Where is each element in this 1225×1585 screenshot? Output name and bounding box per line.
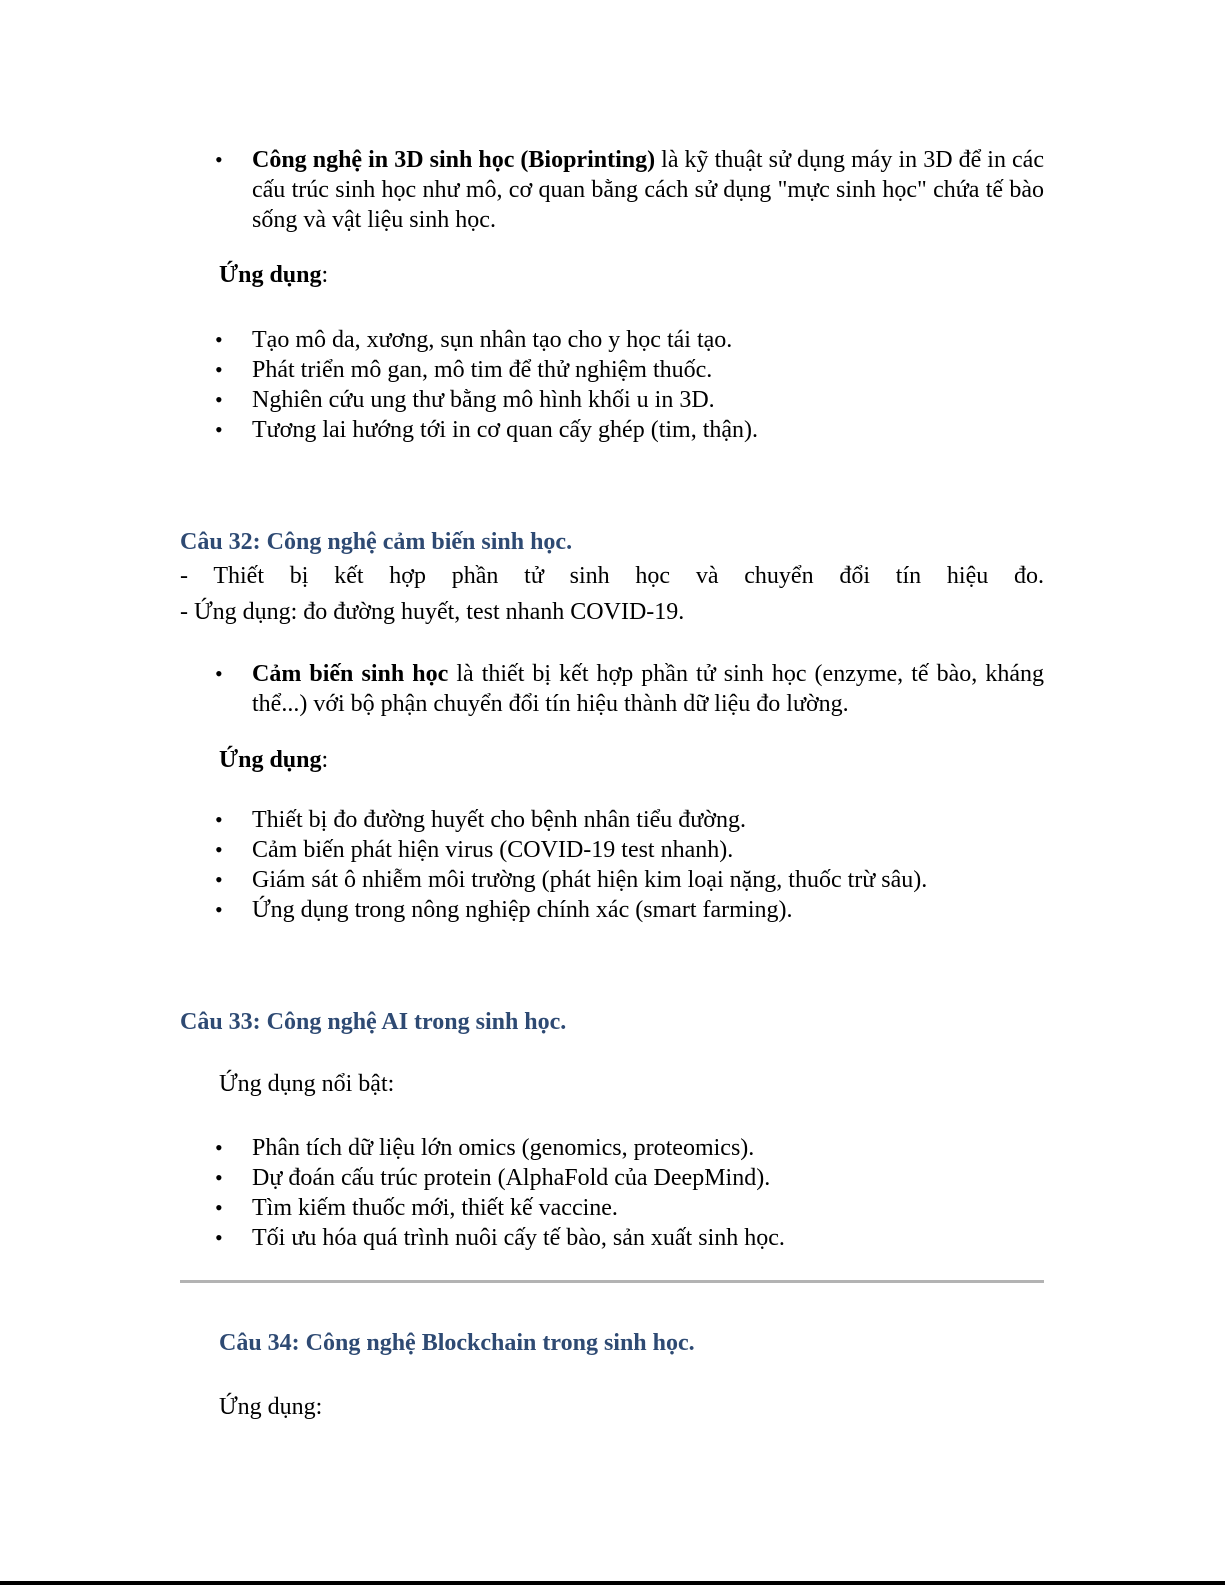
bioprinting-definition bbox=[180, 145, 1044, 235]
list-item: • Thiết bị đo đường huyết cho bệnh nhân tiểu đường. bbox=[180, 805, 1044, 835]
q34-title: Câu 34: Công nghệ Blockchain trong sinh học. bbox=[219, 1330, 695, 1356]
bioprinting-applications-list bbox=[180, 325, 1044, 445]
q32-term: Cảm biến sinh học bbox=[252, 661, 449, 687]
q34-applications-heading: Ứng dụng: bbox=[219, 1394, 323, 1420]
q33-title: Câu 33: Công nghệ AI trong sinh học. bbox=[180, 1009, 567, 1035]
colon: : bbox=[321, 747, 329, 773]
bioprinting-definition-text: là kỹ thuật sử dụng máy in 3D để in các cấu trúc sinh học như mô, cơ quan bằng cách sử dụng "mực sinh học" chứa tế bào sống và vật liệu sinh học. bbox=[252, 147, 1044, 233]
list-item: • Dự đoán cấu trúc protein (AlphaFold của DeepMind). bbox=[180, 1163, 1044, 1193]
list-item: • Ứng dụng trong nông nghiệp chính xác (smart farming). bbox=[180, 895, 1044, 925]
list-item: • Tương lai hướng tới in cơ quan cấy ghép (tim, thận). bbox=[180, 415, 1044, 445]
q32-line2: - Ứng dụng: đo đường huyết, test nhanh COVID-19. bbox=[180, 599, 685, 625]
q32-definition-text: là thiết bị kết hợp phần tử sinh học (enzyme, tế bào, kháng thể...) với bộ phận chuyển đổi tín hiệu thành dữ liệu đo lường. bbox=[252, 661, 1044, 717]
q33-applications-list bbox=[180, 1133, 1044, 1253]
list-item: • Tạo mô da, xương, sụn nhân tạo cho y học tái tạo. bbox=[180, 325, 1044, 355]
q33-applications-heading: Ứng dụng nổi bật: bbox=[219, 1071, 395, 1097]
colon: : bbox=[321, 262, 329, 288]
list-item: • Tìm kiếm thuốc mới, thiết kế vaccine. bbox=[180, 1193, 1044, 1223]
q32-definition bbox=[180, 659, 1044, 719]
list-item: • Cảm biến phát hiện virus (COVID-19 test nhanh). bbox=[180, 835, 1044, 865]
list-item: • Phát triển mô gan, mô tim để thử nghiệm thuốc. bbox=[180, 355, 1044, 385]
list-item: • Tối ưu hóa quá trình nuôi cấy tế bào, sản xuất sinh học. bbox=[180, 1223, 1044, 1253]
bioprinting-definition-list bbox=[180, 145, 1044, 235]
q32-title: Câu 32: Công nghệ cảm biến sinh học. bbox=[180, 529, 573, 555]
q32-line1: - Thiết bị kết hợp phần tử sinh học và chuyển đổi tín hiệu đo. bbox=[180, 563, 1044, 589]
list-item: • Giám sát ô nhiễm môi trường (phát hiện kim loại nặng, thuốc trừ sâu). bbox=[180, 865, 1044, 895]
bioprinting-applications-label: Ứng dụng bbox=[219, 262, 322, 288]
q32-applications-heading bbox=[219, 745, 328, 775]
q32-applications-list bbox=[180, 805, 1044, 925]
q32-applications-label: Ứng dụng bbox=[219, 747, 322, 773]
q32-definition-list bbox=[180, 659, 1044, 719]
page-bottom-border bbox=[0, 1581, 1225, 1585]
bioprinting-term: Công nghệ in 3D sinh học (Bioprinting) bbox=[252, 147, 656, 173]
bioprinting-applications-heading bbox=[219, 260, 328, 290]
horizontal-rule bbox=[180, 1280, 1044, 1283]
list-item: • Nghiên cứu ung thư bằng mô hình khối u in 3D. bbox=[180, 385, 1044, 415]
list-item: • Phân tích dữ liệu lớn omics (genomics, proteomics). bbox=[180, 1133, 1044, 1163]
